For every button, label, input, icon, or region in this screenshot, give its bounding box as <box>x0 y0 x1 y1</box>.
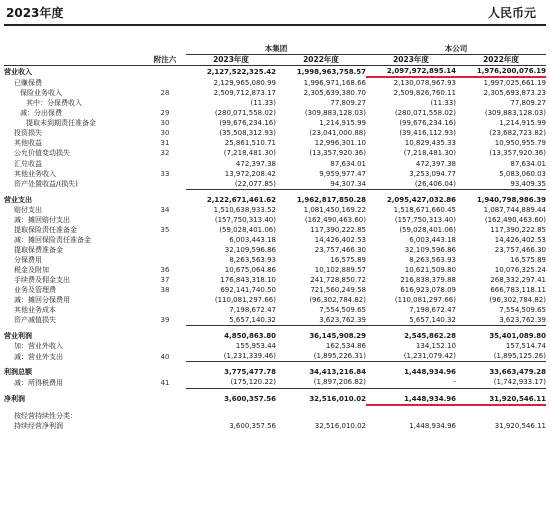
group-2022-value: (1,895,226.31) <box>276 351 366 362</box>
group-2022-value: (23,041,000.88) <box>309 129 366 138</box>
company-2023-value: 10,621,509.80 <box>404 265 456 274</box>
company-2022-value: 14,426,402.53 <box>494 235 546 244</box>
group-2022-value <box>276 411 366 421</box>
group-2023-value: (280,071,558.02) <box>214 109 276 118</box>
note-ref: 28 <box>160 89 170 98</box>
group-2023-value: (59,028,401.06) <box>219 225 276 234</box>
table-row <box>4 159 546 169</box>
row-label: 其他业务成本 <box>14 306 56 315</box>
company-2022-value: 157,514.74 <box>505 342 546 351</box>
group-2023-value: 2,127,522,325.42 <box>206 67 276 76</box>
note-ref: 37 <box>160 276 170 285</box>
company-column-heading: 本公司 <box>366 44 546 55</box>
group-2022-value: 1,998,963,758.57 <box>296 67 366 76</box>
note-ref <box>144 215 186 225</box>
group-2023-value: 472,397.38 <box>235 159 276 168</box>
company-2023-value: 7,198,672.47 <box>409 306 456 315</box>
table-row <box>4 341 546 351</box>
group-2022-value: 23,757,466.30 <box>314 245 366 254</box>
company-2022-value: 666,783,118.11 <box>490 286 546 295</box>
row-label: 营业支出 <box>4 195 32 204</box>
company-2022-value: 16,575.89 <box>510 255 546 264</box>
company-2023-value: 216,838,379.88 <box>400 276 456 285</box>
row-label: 减：营业外支出 <box>14 352 63 361</box>
group-2023-value: 7,198,672.47 <box>229 306 276 315</box>
company-2022-value: 1,214,915.99 <box>499 119 546 128</box>
group-2022-value: 162,534.86 <box>325 342 366 351</box>
group-2023-value: (110,081,297.66) <box>214 296 276 305</box>
group-2022-value: 7,554,509.65 <box>319 306 366 315</box>
group-2023-value: (35,508,312.93) <box>219 129 276 138</box>
group-2023-value: 3,600,357.56 <box>229 421 276 430</box>
table-row <box>4 88 546 98</box>
group-2023-value: (157,750,313.40) <box>214 215 276 224</box>
table-row <box>4 169 546 179</box>
row-label: 资产减值损失 <box>14 316 56 325</box>
company-2022-value: 1,087,744,889.44 <box>483 205 546 214</box>
note-ref <box>144 421 186 431</box>
note-ref: 31 <box>160 139 170 148</box>
table-row <box>4 215 546 225</box>
table-row <box>4 351 546 362</box>
note-ref <box>144 195 186 205</box>
note-ref <box>144 179 186 190</box>
note-ref <box>144 98 186 108</box>
group-2022-value: 10,102,889.57 <box>314 265 366 274</box>
company-2022-value: (96,302,784.82) <box>489 296 546 305</box>
row-label: 净利润 <box>4 395 25 403</box>
table-row <box>4 275 546 285</box>
row-label: 减：分出保费 <box>20 109 62 118</box>
company-2023-value: 1,518,671,660.45 <box>393 205 456 214</box>
group-2023-value: 6,003,443.18 <box>229 235 276 244</box>
note-ref: 41 <box>160 378 170 387</box>
company-2022-value: 35,401,089.80 <box>489 332 546 341</box>
row-label: 分保费用 <box>14 255 42 264</box>
group-2022-value: 14,426,402.53 <box>314 235 366 244</box>
note-ref <box>144 367 186 377</box>
group-2023-value: (7,218,481.30) <box>223 149 276 158</box>
company-2022-value: 268,332,297.41 <box>490 276 546 285</box>
note-ref <box>144 305 186 315</box>
group-2023-value: (11.33) <box>250 99 276 108</box>
company-2022-value: 3,623,762.39 <box>456 315 546 326</box>
row-label: 持续经营净利润 <box>14 421 63 430</box>
company-2023-value: (26,406.04) <box>366 179 456 190</box>
table-row <box>4 235 546 245</box>
group-2022-value: 16,575.89 <box>330 255 366 264</box>
table-row <box>4 179 546 190</box>
table-row <box>4 205 546 215</box>
company-2023-heading: 2023年度 <box>393 55 429 65</box>
group-2023-value: 13,972,208.42 <box>224 169 276 178</box>
group-2022-value: (309,883,128.03) <box>304 109 366 118</box>
company-2022-value: (13,357,920.36) <box>489 149 546 158</box>
group-2023-value: 3,775,477.78 <box>224 368 276 377</box>
company-2023-value: (11.33) <box>430 99 456 108</box>
company-2022-value: (162,490,463.60) <box>484 215 546 224</box>
table-row <box>4 108 546 118</box>
company-2023-value: 6,003,443.18 <box>409 235 456 244</box>
company-2022-value: 77,809.27 <box>510 99 546 108</box>
company-2022-value: 33,663,479.28 <box>489 368 546 377</box>
company-2022-heading: 2022年度 <box>483 55 519 65</box>
note-ref: 38 <box>160 286 170 295</box>
group-2022-heading: 2022年度 <box>303 55 339 65</box>
row-label: 保险业务收入 <box>20 89 62 98</box>
group-2022-value: (96,302,784.82) <box>309 296 366 305</box>
group-2022-value: (1,897,206.82) <box>276 377 366 388</box>
company-2022-value: 117,390,222.85 <box>490 225 546 234</box>
group-2022-value: 87,634.01 <box>330 159 366 168</box>
group-2022-value: 12,996,301.10 <box>314 139 366 148</box>
row-label: 提取保费准备金 <box>14 245 63 254</box>
group-2022-value: 117,390,222.85 <box>310 225 366 234</box>
row-label: 业务及管理费 <box>14 286 56 295</box>
group-2023-value: 2,509,712,873.17 <box>213 89 276 98</box>
company-2023-value: 5,657,140.32 <box>366 315 456 326</box>
table-row <box>4 195 546 205</box>
table-row <box>4 377 546 388</box>
group-2022-value: 1,996,971,168.66 <box>303 78 366 87</box>
table-row <box>4 245 546 255</box>
table-row <box>4 421 546 431</box>
row-label: 其他业务收入 <box>14 169 56 178</box>
group-2023-value: 2,129,965,080.99 <box>213 78 276 87</box>
company-2023-value: 2,509,826,760.11 <box>393 89 456 98</box>
company-2022-value: 93,409.35 <box>456 179 546 190</box>
group-2022-value: 32,516,010.02 <box>309 395 366 403</box>
company-2023-value: 2,095,427,032.86 <box>386 195 456 204</box>
company-2022-value: (1,895,125.26) <box>456 351 546 362</box>
company-2023-value: (99,676,234.16) <box>399 119 456 128</box>
company-2022-value <box>456 411 546 421</box>
row-label: 营业利润 <box>4 332 32 341</box>
note-ref <box>144 295 186 305</box>
note-ref: 39 <box>160 316 170 325</box>
row-label: 减：摊回保险责任准备金 <box>14 235 91 244</box>
group-2022-value: 34,413,216.84 <box>309 368 366 377</box>
row-label: 减：摊回分保费用 <box>14 296 70 305</box>
company-2022-value: 1,940,798,986.39 <box>476 195 546 204</box>
company-2023-value: - <box>366 377 456 388</box>
table-row <box>4 394 546 405</box>
company-2022-value: 7,554,509.65 <box>499 306 546 315</box>
row-label: 已赚保费 <box>14 78 42 87</box>
company-2022-value: 1,976,200,076.19 <box>456 66 546 78</box>
year-header-row <box>4 55 546 66</box>
group-2023-value: 692,141,740.50 <box>220 286 276 295</box>
group-2022-value: 94,307.34 <box>276 179 366 190</box>
table-row <box>4 285 546 295</box>
company-2023-value: (110,081,297.66) <box>394 296 456 305</box>
currency-label: 人民币元 <box>487 6 536 20</box>
company-2023-value: 8,263,563.93 <box>409 255 456 264</box>
group-column-heading: 本集团 <box>186 44 366 55</box>
group-2023-value: 176,843,318.10 <box>220 276 276 285</box>
group-2023-value: 10,675,064.86 <box>224 265 276 274</box>
group-2023-value: (22,077.85) <box>186 179 276 190</box>
row-label: 手续费及佣金支出 <box>14 276 70 285</box>
group-2023-value: 32,109,596.86 <box>224 245 276 254</box>
row-label: 减：所得税费用 <box>14 378 63 387</box>
note-column-heading: 附注六 <box>153 54 177 64</box>
row-label: 按经营持续性分类： <box>14 411 77 420</box>
group-2023-value: 25,861,510.71 <box>224 139 276 148</box>
row-label: 加：营业外收入 <box>14 342 63 351</box>
group-2023-value: 3,600,357.56 <box>224 395 276 403</box>
company-2022-value: 2,305,693,873.23 <box>483 89 546 98</box>
note-ref <box>144 245 186 255</box>
group-2023-value: 5,657,140.32 <box>186 315 276 326</box>
company-2022-value: (309,883,128.03) <box>484 109 546 118</box>
row-label: 提取未到期责任准备金 <box>26 119 96 128</box>
group-2023-heading: 2023年度 <box>213 55 249 65</box>
group-2023-value: (1,231,339.46) <box>186 351 276 362</box>
company-2023-value: 2,545,862.28 <box>404 332 456 341</box>
row-label: 提取保险责任准备金 <box>14 225 77 234</box>
company-2022-value: (1,742,933.17) <box>456 377 546 388</box>
note-ref <box>144 331 186 341</box>
company-2022-value: 87,634.01 <box>510 159 546 168</box>
group-2022-value: 241,728,850.72 <box>310 276 366 285</box>
note-ref <box>144 159 186 169</box>
note-ref: 34 <box>160 205 170 214</box>
table-row <box>4 411 546 421</box>
row-label: 公允价值变动损失 <box>14 149 70 158</box>
note-ref: 33 <box>160 169 170 178</box>
table-row <box>4 98 546 108</box>
group-2022-value: 1,081,450,169.22 <box>303 205 366 214</box>
note-ref: 30 <box>160 119 170 128</box>
company-2023-value: 472,397.38 <box>415 159 456 168</box>
company-2023-value: 2,097,972,895.14 <box>366 66 456 78</box>
company-2022-value: 10,950,955.79 <box>494 139 546 148</box>
table-row <box>4 225 546 235</box>
row-label: 汇兑收益 <box>14 159 42 168</box>
company-2022-value: 1,997,025,661.19 <box>483 79 546 88</box>
company-2022-value: 31,920,546.11 <box>494 421 546 430</box>
row-label: 资产处置收益/(损失) <box>14 179 78 188</box>
company-2023-value: (157,750,313.40) <box>394 215 456 224</box>
row-label: 投资损失 <box>14 129 42 138</box>
row-label: 赔付支出 <box>14 205 42 214</box>
group-2023-value: 4,850,863.80 <box>224 332 276 341</box>
company-2023-value: 3,253,094.77 <box>409 169 456 178</box>
table-row <box>4 305 546 315</box>
table-row <box>4 367 546 377</box>
group-2023-value: (99,676,234.16) <box>219 119 276 128</box>
company-2023-value: 1,448,934.96 <box>409 421 456 430</box>
header-divider <box>4 24 546 26</box>
group-2022-value: 32,516,010.02 <box>314 421 366 430</box>
row-label: 其他收益 <box>14 139 42 148</box>
note-ref: 32 <box>160 149 170 158</box>
note-ref: 35 <box>160 225 170 234</box>
table-row <box>4 128 546 138</box>
group-2022-value: 1,214,915.99 <box>319 119 366 128</box>
income-statement-table <box>4 44 546 431</box>
group-2022-value: 77,809.27 <box>330 99 366 108</box>
group-2023-value: 1,510,638,933.52 <box>213 205 276 214</box>
company-2023-value: (39,416,112.93) <box>399 129 456 138</box>
group-2022-value: 36,145,908.29 <box>309 332 366 341</box>
table-row <box>4 138 546 148</box>
note-ref <box>144 394 186 405</box>
table-row <box>4 77 546 88</box>
company-2023-value: 1,448,934.96 <box>366 394 456 405</box>
company-2022-value: (23,682,723.82) <box>489 129 546 138</box>
company-2023-value: 32,109,596.86 <box>404 245 456 254</box>
group-2023-value: 2,122,671,461.62 <box>206 195 276 204</box>
group-header-row <box>4 44 546 55</box>
statement-body <box>4 66 546 431</box>
note-ref: 36 <box>160 265 170 274</box>
company-2023-value: 1,448,934.96 <box>404 368 456 377</box>
table-row <box>4 331 546 341</box>
company-2023-value: 134,152.10 <box>415 342 456 351</box>
note-ref <box>144 235 186 245</box>
table-row <box>4 148 546 158</box>
row-label: 其中：分保费收入 <box>26 99 82 108</box>
table-row <box>4 265 546 275</box>
company-2023-value: (280,071,558.02) <box>394 109 456 118</box>
note-ref: 40 <box>160 352 170 361</box>
company-2022-value: 10,076,325.24 <box>494 265 546 274</box>
group-2022-value: 1,962,817,850.28 <box>296 195 366 204</box>
group-2022-value: (13,357,920.36) <box>309 149 366 158</box>
table-row <box>4 315 546 326</box>
group-2023-value <box>186 411 276 421</box>
company-2023-value <box>366 411 456 421</box>
table-row <box>4 118 546 128</box>
note-ref <box>144 341 186 351</box>
company-2022-value: 31,920,546.11 <box>456 394 546 405</box>
group-2022-value: 9,959,977.47 <box>319 169 366 178</box>
year-title: 2023年度 <box>6 6 64 20</box>
group-2023-value: 155,953.44 <box>235 342 276 351</box>
note-ref: 29 <box>160 109 170 118</box>
group-2023-value: (175,120.22) <box>186 377 276 388</box>
statement-header <box>0 0 550 22</box>
company-2023-value: (1,231,079.42) <box>366 351 456 362</box>
row-label: 减：摊回赔付支出 <box>14 215 70 224</box>
company-2023-value: (59,028,401.06) <box>399 225 456 234</box>
group-2022-value: 721,560,249.58 <box>310 286 366 295</box>
note-ref <box>144 66 186 78</box>
note-ref: 30 <box>160 129 170 138</box>
row-label: 利润总额 <box>4 368 32 377</box>
company-2023-value: (7,218,481.30) <box>403 149 456 158</box>
table-row <box>4 255 546 265</box>
company-2022-value: 23,757,466.30 <box>494 245 546 254</box>
group-2022-value: (162,490,463.60) <box>304 215 366 224</box>
row-label: 税金及附加 <box>14 265 49 274</box>
company-2022-value: 5,083,060.03 <box>499 169 546 178</box>
table-row <box>4 295 546 305</box>
table-row <box>4 66 546 78</box>
note-ref <box>144 77 186 88</box>
group-2023-value: 8,263,563.93 <box>229 255 276 264</box>
company-2023-value: 2,130,078,967.93 <box>393 79 456 88</box>
group-2022-value: 2,305,639,380.70 <box>303 89 366 98</box>
row-label: 营业收入 <box>4 67 32 76</box>
company-2023-value: 10,829,435.33 <box>404 139 456 148</box>
note-ref <box>144 411 186 421</box>
company-2023-value: 616,923,078.09 <box>400 286 456 295</box>
group-2022-value: 3,623,762.39 <box>276 315 366 326</box>
note-ref <box>144 255 186 265</box>
